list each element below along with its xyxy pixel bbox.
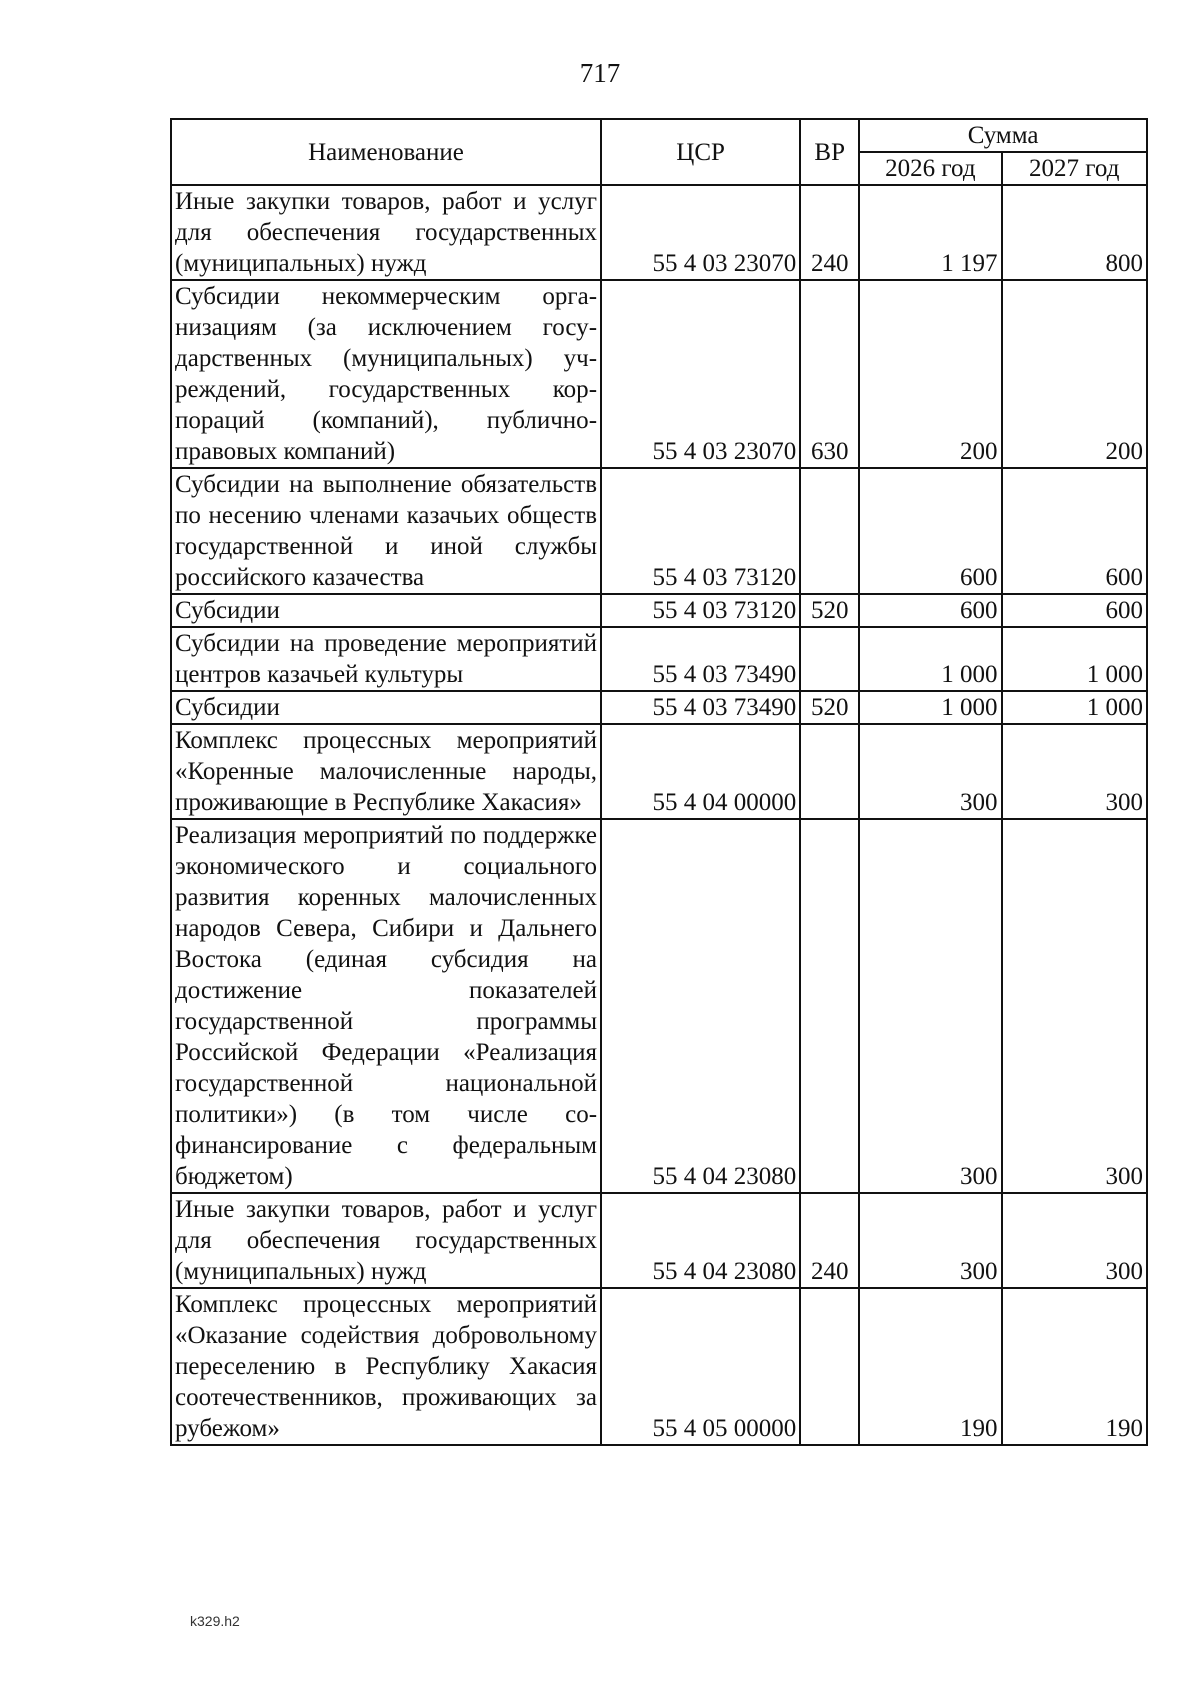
row-vr [800, 1288, 859, 1445]
row-name: Субсидии [171, 691, 601, 724]
row-sum-2026: 1 000 [859, 691, 1001, 724]
table-row [171, 280, 1147, 468]
row-name: Субсидии некоммерческим организациям (за исключением государственных (муниципальных) учреждений, государственных корпораций (компаний), публичноправовых компаний) [171, 280, 601, 468]
row-sum-2026: 1 197 [859, 185, 1001, 280]
row-csr: 55 4 04 00000 [601, 724, 800, 819]
row-sum-2027: 600 [1002, 468, 1148, 594]
row-sum-2026: 300 [859, 819, 1001, 1193]
row-sum-2027: 600 [1002, 594, 1148, 627]
row-csr: 55 4 03 23070 [601, 185, 800, 280]
header-csr: ЦСР [601, 119, 800, 185]
row-sum-2026: 200 [859, 280, 1001, 468]
row-sum-2027: 300 [1002, 724, 1148, 819]
table-row [171, 819, 1147, 1193]
row-name: Субсидии на выполнение обязательств по несению членами казачьих обществ государственной и иной службы российского казачества [171, 468, 601, 594]
row-vr: 240 [800, 1193, 859, 1288]
row-name: Реализация мероприятий по поддержке экономического и социального развития коренных малочисленных народов Севера, Сибири и Дальнего Востока (единая субсидия на достижение показателей государственной программы Российской Федерации «Реализация государственной национальной политики») (в том числе софинансирование с федеральным бюджетом) [171, 819, 601, 1193]
row-csr: 55 4 04 23080 [601, 1193, 800, 1288]
row-sum-2026: 300 [859, 724, 1001, 819]
row-vr [800, 627, 859, 691]
row-sum-2026: 300 [859, 1193, 1001, 1288]
row-csr: 55 4 03 73120 [601, 594, 800, 627]
table-row [171, 627, 1147, 691]
row-csr: 55 4 04 23080 [601, 819, 800, 1193]
row-name: Комплекс процессных мероприятий «Коренные малочисленные народы, проживающие в Республике Хакасия» [171, 724, 601, 819]
row-sum-2027: 300 [1002, 1193, 1148, 1288]
row-sum-2027: 1 000 [1002, 627, 1148, 691]
row-csr: 55 4 03 73490 [601, 627, 800, 691]
page-number: 717 [579, 58, 621, 88]
footer-document-code: k329.h2 [190, 1613, 240, 1629]
row-csr: 55 4 03 73120 [601, 468, 800, 594]
row-csr: 55 4 03 73490 [601, 691, 800, 724]
row-name: Субсидии [171, 594, 601, 627]
row-name: Субсидии на проведение мероприятий центров казачьей культуры [171, 627, 601, 691]
row-vr [800, 724, 859, 819]
row-vr: 240 [800, 185, 859, 280]
row-vr [800, 468, 859, 594]
row-name: Комплекс процессных мероприятий «Оказание содействия добровольному переселению в Республику Хакасия соотечественников, проживающих за рубежом» [171, 1288, 601, 1445]
row-csr: 55 4 05 00000 [601, 1288, 800, 1445]
row-vr: 630 [800, 280, 859, 468]
header-name: Наименование [171, 119, 601, 185]
row-sum-2026: 600 [859, 468, 1001, 594]
row-sum-2027: 200 [1002, 280, 1148, 468]
row-name: Иные закупки товаров, работ и услуг для обеспечения государственных (муниципальных) нужд [171, 185, 601, 280]
row-vr: 520 [800, 594, 859, 627]
table-row [171, 1288, 1147, 1445]
header-sum: Сумма [859, 119, 1147, 152]
table-row [171, 185, 1147, 280]
row-sum-2027: 300 [1002, 819, 1148, 1193]
table-row [171, 468, 1147, 594]
row-vr: 520 [800, 691, 859, 724]
header-vr: ВР [800, 119, 859, 185]
table-row [171, 1193, 1147, 1288]
row-sum-2026: 600 [859, 594, 1001, 627]
table-row [171, 691, 1147, 724]
row-sum-2027: 800 [1002, 185, 1148, 280]
row-sum-2026: 1 000 [859, 627, 1001, 691]
table-row [171, 724, 1147, 819]
header-year-2027: 2027 год [1002, 152, 1148, 185]
table-row [171, 594, 1147, 627]
row-sum-2027: 1 000 [1002, 691, 1148, 724]
row-vr [800, 819, 859, 1193]
row-sum-2026: 190 [859, 1288, 1001, 1445]
row-sum-2027: 190 [1002, 1288, 1148, 1445]
header-year-2026: 2026 год [859, 152, 1001, 185]
row-csr: 55 4 03 23070 [601, 280, 800, 468]
row-name: Иные закупки товаров, работ и услуг для обеспечения государственных (муниципальных) нужд [171, 1193, 601, 1288]
budget-table [170, 118, 1148, 1446]
